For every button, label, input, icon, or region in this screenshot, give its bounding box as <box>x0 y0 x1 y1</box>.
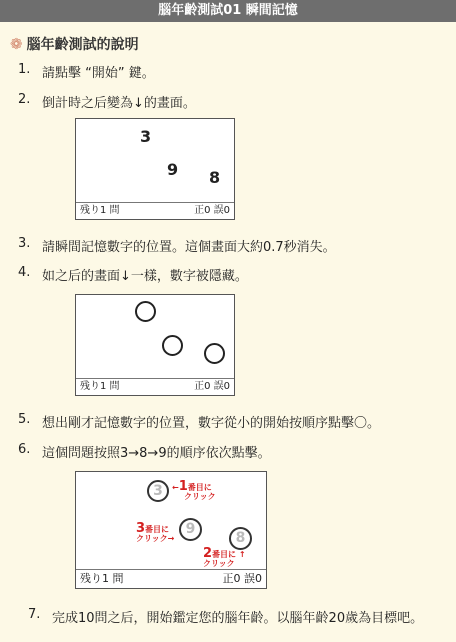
ghost-circle-9: 9 <box>179 518 202 541</box>
example-screen-numbers <box>75 118 235 220</box>
section-heading <box>10 34 139 54</box>
ghost-circle-8: 8 <box>229 527 252 550</box>
score-display: 正0 誤0 <box>222 572 262 585</box>
hidden-circle <box>135 301 156 322</box>
digit-3: 3 <box>140 127 152 146</box>
panel-footer <box>76 202 234 219</box>
annotation-click-first: ←1番目に クリック <box>172 479 216 501</box>
remaining-count: 残り1 問 <box>80 205 120 216</box>
score-display: 正0 誤0 <box>194 205 230 216</box>
flower-icon: ❁ <box>10 34 23 53</box>
step-5: 5. 想出剛才記憶數字的位置，數字從小的開始按順序點擊〇。 <box>18 412 381 431</box>
score-display: 正0 誤0 <box>194 381 230 392</box>
step-7: 7. 完成10問之后，開始鑑定您的腦年齡。以腦年齡20歲為目標吧。 <box>28 607 424 626</box>
step-4: 4. 如之后的畫面↓一樣，數字被隱藏。 <box>18 265 248 284</box>
panel-footer <box>76 378 234 395</box>
window-title: 腦年齡測試01 瞬間記憶 <box>0 0 456 22</box>
step-2: 2. 倒計時之后變為↓的畫面。 <box>18 92 196 111</box>
hidden-circle <box>204 343 225 364</box>
step-1: 1. 請點擊 “開始” 鍵。 <box>18 62 155 81</box>
hidden-circle <box>162 335 183 356</box>
remaining-count: 残り1 問 <box>80 381 120 392</box>
ghost-circle-3: 3 <box>147 480 169 502</box>
remaining-count: 残り1 問 <box>80 572 124 585</box>
panel-footer <box>76 569 266 588</box>
example-screen-hidden <box>75 294 235 396</box>
section-heading-text: 腦年齡測試的說明 <box>26 37 139 53</box>
step-6: 6. 這個問題按照3→8→9的順序依次點擊。 <box>18 442 271 461</box>
digit-9: 9 <box>167 160 179 179</box>
step-3: 3. 請瞬間記憶數字的位置。這個畫面大約0.7秒消失。 <box>18 236 336 255</box>
annotation-click-second: 2番目に ↑ クリック <box>203 546 246 568</box>
annotation-click-third: 3番目に クリック→ <box>136 521 175 543</box>
example-screen-click-order <box>75 471 267 589</box>
digit-8: 8 <box>209 168 221 187</box>
